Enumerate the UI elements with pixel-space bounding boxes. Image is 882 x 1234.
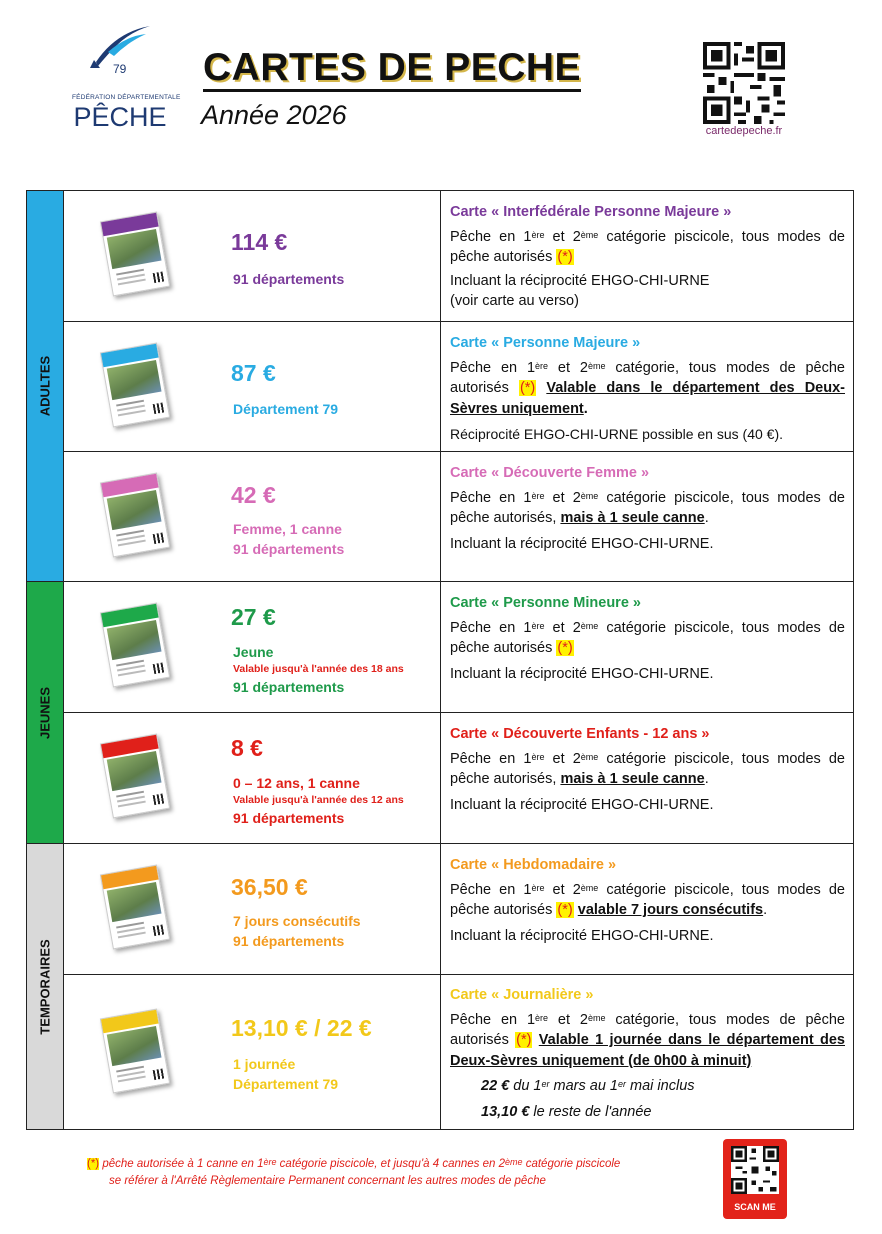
card-conditions: Pêche en 1ère et 2ème catégorie piscicole, tous modes de pêche autorisés (*) <box>450 619 845 656</box>
card-price: 87 € <box>231 360 276 386</box>
scan-me-label: SCAN ME <box>734 1202 776 1212</box>
card-thumbnail <box>100 473 170 558</box>
footnote-line-2: se référer à l'Arrêté Règlementaire Permanent concernant les autres modes de pêche <box>109 1175 546 1187</box>
table-row <box>64 452 853 582</box>
category-label-jeunes: JEUNES <box>37 686 53 739</box>
card-reciprocity: Incluant la réciprocité EHGO-CHI-URNE. <box>450 535 714 552</box>
federation-logo <box>72 22 181 134</box>
qr-code-icon[interactable] <box>731 1146 779 1194</box>
footnote-line-1: (*) pêche autorisée à 1 canne en 1ère catégorie piscicole, et jusqu'à 4 cannes en 2ème catégorie piscicole <box>87 1157 621 1170</box>
card-visual-cell <box>64 191 441 321</box>
card-description-cell <box>441 844 853 974</box>
card-name: Carte « Découverte Femme » <box>450 465 650 481</box>
card-description-cell <box>441 452 853 581</box>
card-thumbnail <box>100 734 170 819</box>
card-name: Carte « Journalière » <box>450 987 594 1003</box>
page-year: Année 2026 <box>201 100 347 130</box>
asterisk-note-marker: (*) <box>557 249 573 265</box>
card-reciprocity: Incluant la réciprocité EHGO-CHI-URNE. <box>450 665 714 682</box>
card-conditions: Pêche en 1ère et 2ème catégorie piscicole, tous modes de pêche autorisés (*) <box>450 228 845 265</box>
card-scope: Femme, 1 canne 91 départements <box>233 521 345 557</box>
table-row <box>64 582 853 713</box>
card-thumbnail <box>100 865 170 950</box>
card-description-cell <box>441 582 853 712</box>
card-conditions: Pêche en 1ère et 2ème catégorie, tous modes de pêche autorisés (*) Valable 1 journée dans le département des Deux-Sèvres uniquement (de 0h00 à minuit) <box>450 1011 845 1069</box>
card-conditions: Pêche en 1ère et 2ème catégorie piscicole, tous modes de pêche autorisés, mais à 1 seule canne. <box>450 489 845 526</box>
asterisk-note-marker: (*) <box>557 902 573 918</box>
qr-caption[interactable]: cartedepeche.fr <box>705 125 783 137</box>
card-scope: Département 79 <box>233 401 339 417</box>
card-price: 27 € <box>231 604 276 630</box>
card-description-cell <box>441 713 853 843</box>
table-row <box>64 975 853 1129</box>
age-limit-note: Valable jusqu'à l'année des 18 ans <box>233 663 404 675</box>
price-period-line: 13,10 € le reste de l'année <box>481 1103 652 1120</box>
category-adultes <box>27 191 64 582</box>
card-price: 13,10 € / 22 € <box>231 1015 372 1041</box>
card-visual-cell <box>64 322 441 451</box>
card-name: Carte « Hebdomadaire » <box>450 857 617 873</box>
card-note: (voir carte au verso) <box>450 293 579 309</box>
card-reciprocity: Réciprocité EHGO-CHI-URNE possible en sus (40 €). <box>450 426 783 442</box>
card-conditions: Pêche en 1ère et 2ème catégorie piscicole, tous modes de pêche autorisés (*) valable 7 jours consécutifs. <box>450 881 845 918</box>
age-limit-note: Valable jusqu'à l'année des 12 ans <box>233 794 404 806</box>
footnote <box>87 1156 727 1190</box>
category-temporaires <box>27 844 64 1129</box>
card-scope: 7 jours consécutifs 91 départements <box>233 913 361 949</box>
page-title: CARTES DE PECHE <box>203 47 581 92</box>
table-row <box>64 844 853 975</box>
card-reciprocity: Incluant la réciprocité EHGO-CHI-URNE. <box>450 927 714 944</box>
card-price: 42 € <box>231 482 276 508</box>
fishing-cards-table <box>26 190 854 1130</box>
category-label-adultes: ADULTES <box>37 355 53 417</box>
card-name: Carte « Interfédérale Personne Majeure » <box>450 204 732 220</box>
qr-code-icon[interactable] <box>703 42 785 124</box>
card-reciprocity: Incluant la réciprocité EHGO-CHI-URNE <box>450 272 710 289</box>
card-scope: 0 – 12 ans, 1 canne Valable jusqu'à l'année des 12 ans 91 départements <box>233 775 404 826</box>
table-row <box>64 713 853 844</box>
category-label-temporaires: TEMPORAIRES <box>37 938 53 1035</box>
card-scope: 91 départements <box>233 271 345 287</box>
card-description-cell <box>441 191 853 321</box>
card-visual-cell <box>64 582 441 712</box>
card-price: 114 € <box>231 229 288 255</box>
card-name: Carte « Découverte Enfants - 12 ans » <box>450 726 710 742</box>
card-price: 36,50 € <box>231 874 308 900</box>
card-visual-cell <box>64 713 441 843</box>
table-row <box>64 191 853 322</box>
card-conditions: Pêche en 1ère et 2ème catégorie piscicole, tous modes de pêche autorisés, mais à 1 seule canne. <box>450 750 845 787</box>
card-scope: Jeune Valable jusqu'à l'année des 18 ans 91 départements <box>233 644 404 695</box>
card-name: Carte « Personne Majeure » <box>450 335 641 351</box>
card-price: 8 € <box>231 735 263 761</box>
asterisk-note-marker: (*) <box>557 640 573 656</box>
table-row <box>64 322 853 452</box>
card-visual-cell <box>64 452 441 581</box>
card-name: Carte « Personne Mineure » <box>450 595 641 611</box>
card-reciprocity: Incluant la réciprocité EHGO-CHI-URNE. <box>450 796 714 813</box>
card-description-cell <box>441 975 853 1129</box>
category-jeunes <box>27 582 64 844</box>
card-conditions: Pêche en 1ère et 2ème catégorie, tous modes de pêche autorisés (*) Valable dans le département des Deux-Sèvres uniquement. <box>450 359 845 417</box>
card-thumbnail <box>100 343 170 428</box>
logo-federation-text: FÉDÉRATION DÉPARTEMENTALE <box>72 94 181 101</box>
logo-dept-number: 79 <box>113 62 127 76</box>
asterisk-note-marker: (*) <box>519 380 536 396</box>
price-period-line: 22 € du 1er mars au 1er mai inclus <box>481 1078 695 1094</box>
card-thumbnail <box>100 212 170 297</box>
card-thumbnail <box>100 603 170 688</box>
logo-peche-text: PÊCHE <box>73 102 167 132</box>
asterisk-note-marker: (*) <box>516 1032 532 1048</box>
card-visual-cell <box>64 844 441 974</box>
card-scope: 1 journée Département 79 <box>233 1056 339 1092</box>
card-description-cell <box>441 322 853 451</box>
card-visual-cell <box>64 975 441 1129</box>
asterisk-note-marker: (*) <box>87 1158 100 1170</box>
card-thumbnail <box>100 1009 170 1094</box>
scan-me-qr[interactable] <box>723 1139 787 1219</box>
